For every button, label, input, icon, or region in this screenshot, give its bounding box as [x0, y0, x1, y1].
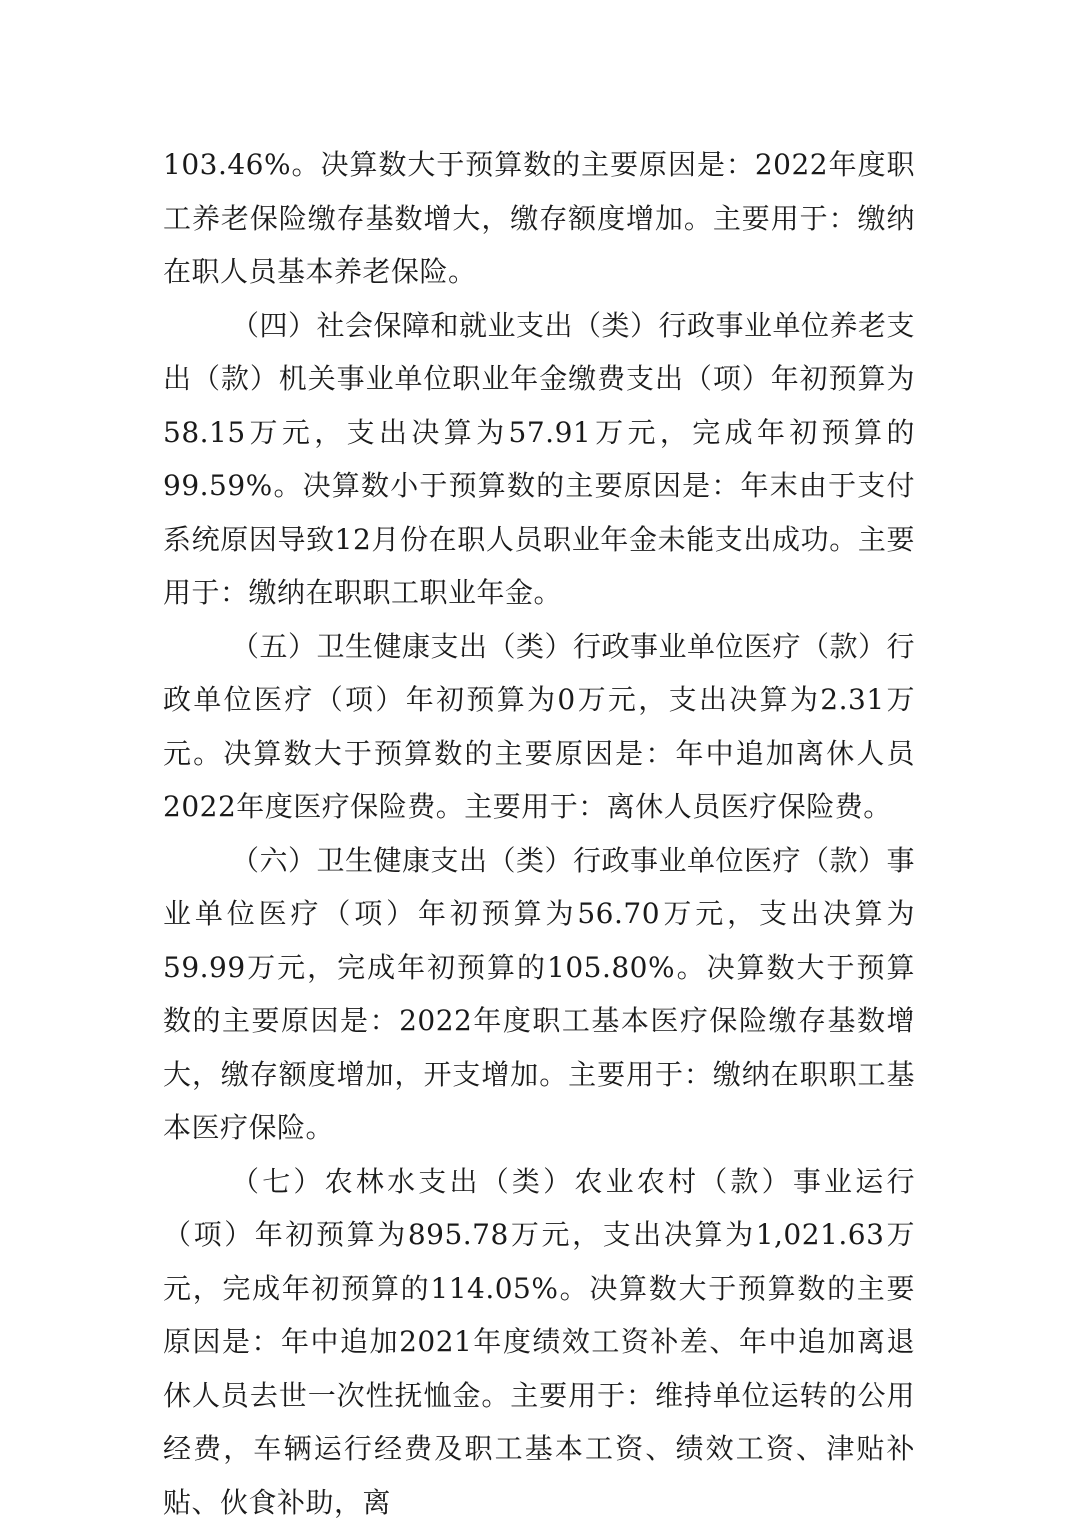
paragraph-section-4: （四）社会保障和就业支出（类）行政事业单位养老支出（款）机关事业单位职业年金缴费支出（项）年初预算为58.15万元，支出决算为57.91万元，完成年初预算的99.59%。决算数小于预算数的主要原因是：年末由于支付系统原因导致12月份在职人员职业年金未能支出成功。主要用于：缴纳在职职工职业年金。 [163, 299, 915, 620]
paragraph-section-7: （七）农林水支出（类）农业农村（款）事业运行（项）年初预算为895.78万元，支出决算为1,021.63万元，完成年初预算的114.05%。决算数大于预算数的主要原因是：年中追加2021年度绩效工资补差、年中追加离退休人员去世一次性抚恤金。主要用于：维持单位运转的公用经费，车辆运行经费及职工基本工资、绩效工资、津贴补贴、伙食补助，离 [163, 1155, 915, 1529]
paragraph-section-5: （五）卫生健康支出（类）行政事业单位医疗（款）行政单位医疗（项）年初预算为0万元，支出决算为2.31万元。决算数大于预算数的主要原因是：年中追加离休人员2022年度医疗保险费。主要用于：离休人员医疗保险费。 [163, 620, 915, 834]
document-body [163, 138, 915, 1529]
paragraph-continuation: 103.46%。决算数大于预算数的主要原因是：2022年度职工养老保险缴存基数增大，缴存额度增加。主要用于：缴纳在职人员基本养老保险。 [163, 138, 915, 299]
paragraph-section-6: （六）卫生健康支出（类）行政事业单位医疗（款）事业单位医疗（项）年初预算为56.70万元，支出决算为59.99万元，完成年初预算的105.80%。决算数大于预算数的主要原因是：2022年度职工基本医疗保险缴存基数增大，缴存额度增加，开支增加。主要用于：缴纳在职职工基本医疗保险。 [163, 834, 915, 1155]
